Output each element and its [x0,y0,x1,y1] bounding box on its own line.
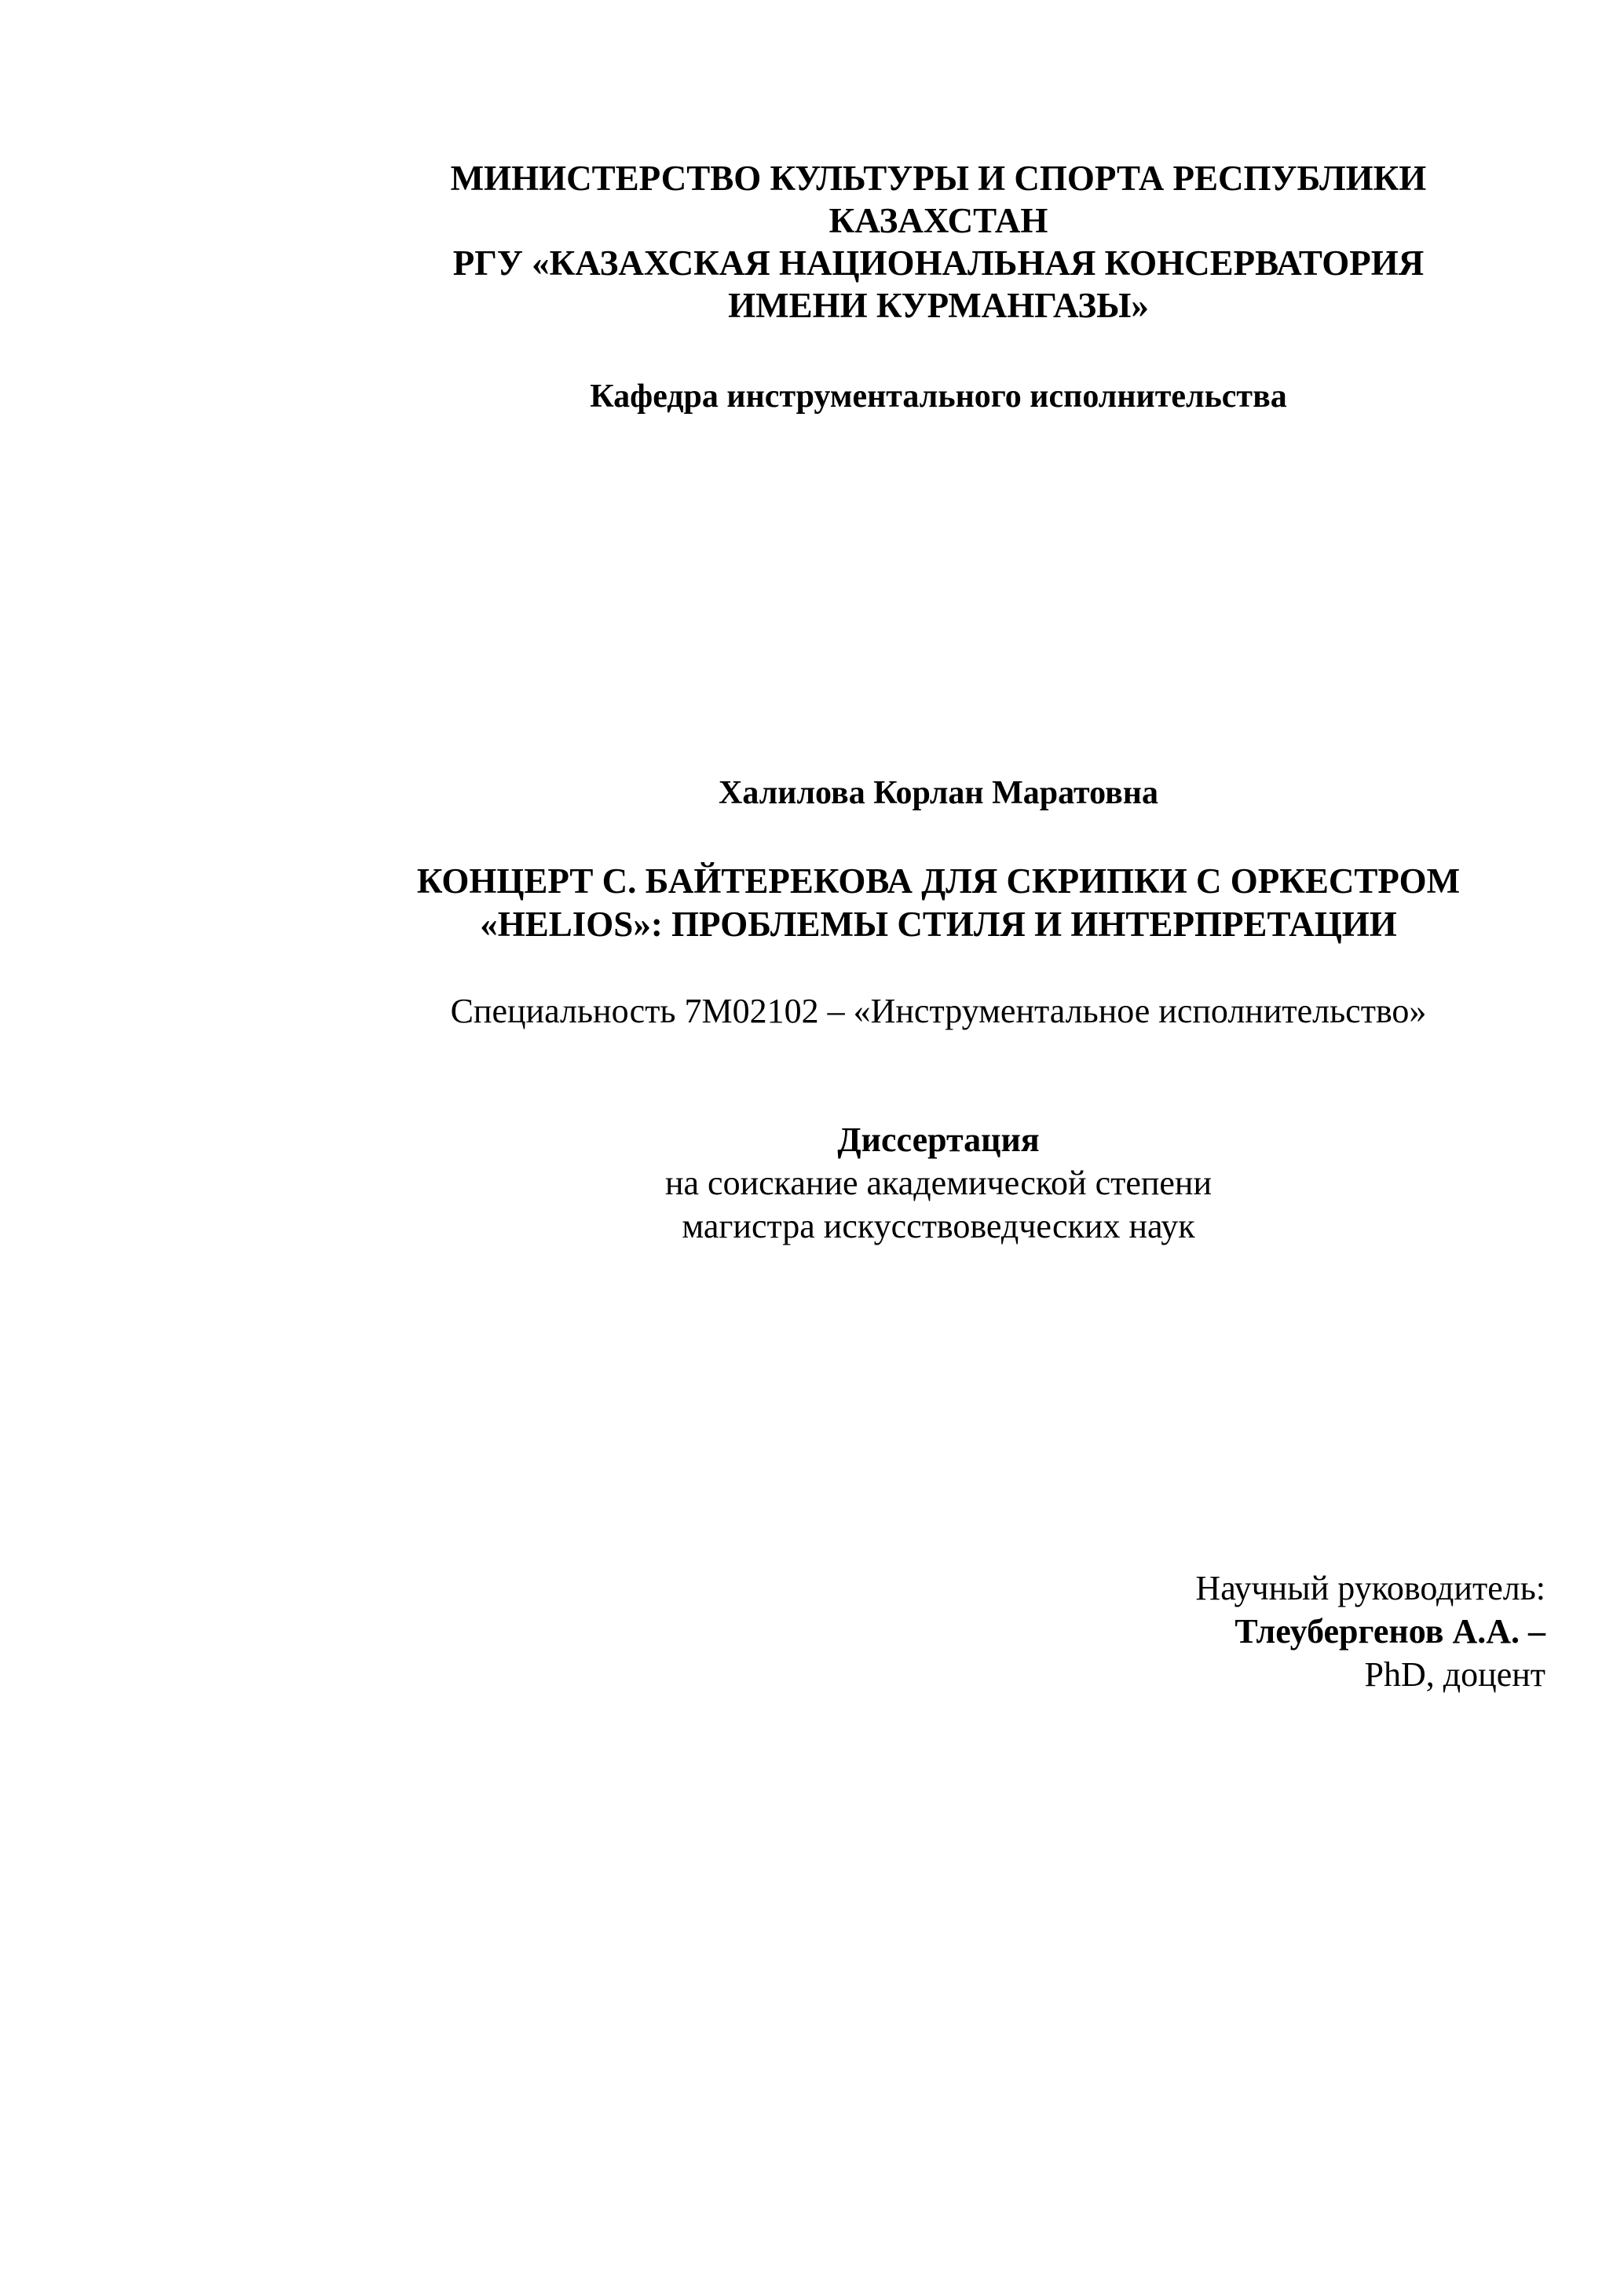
institution-line-2: ИМЕНИ КУРМАНГАЗЫ» [728,286,1149,325]
degree-line-2: магистра искусствоведческих наук [682,1207,1195,1245]
ministry-line-2: КАЗАХСТАН [828,201,1048,240]
document-type: Диссертация [837,1121,1040,1159]
thesis-title-line-1: КОНЦЕРТ С. БАЙТЕРЕКОВА ДЛЯ СКРИПКИ С ОРКЕСТРОМ [416,861,1461,901]
specialty-line: Специальность 7М02102 – «Инструментальное исполнительство» [450,992,1427,1030]
department-name: Кафедра инструментального исполнительства [590,378,1287,415]
ministry-line-1: МИНИСТЕРСТВО КУЛЬТУРЫ И СПОРТА РЕСПУБЛИКИ [450,159,1427,198]
supervisor-label: Научный руководитель: [1195,1569,1545,1607]
thesis-title-line-2: «HELIOS»: ПРОБЛЕМЫ СТИЛЯ И ИНТЕРПРЕТАЦИИ [480,905,1397,944]
supervisor-title: PhD, доцент [1364,1655,1545,1694]
institution-line-1: РГУ «КАЗАХСКАЯ НАЦИОНАЛЬНАЯ КОНСЕРВАТОРИЯ [452,243,1425,283]
author-name: Халилова Корлан Маратовна [719,775,1158,811]
supervisor-name: Тлеубергенов А.А. – [1234,1612,1545,1651]
degree-line-1: на соискание академической степени [664,1164,1213,1202]
